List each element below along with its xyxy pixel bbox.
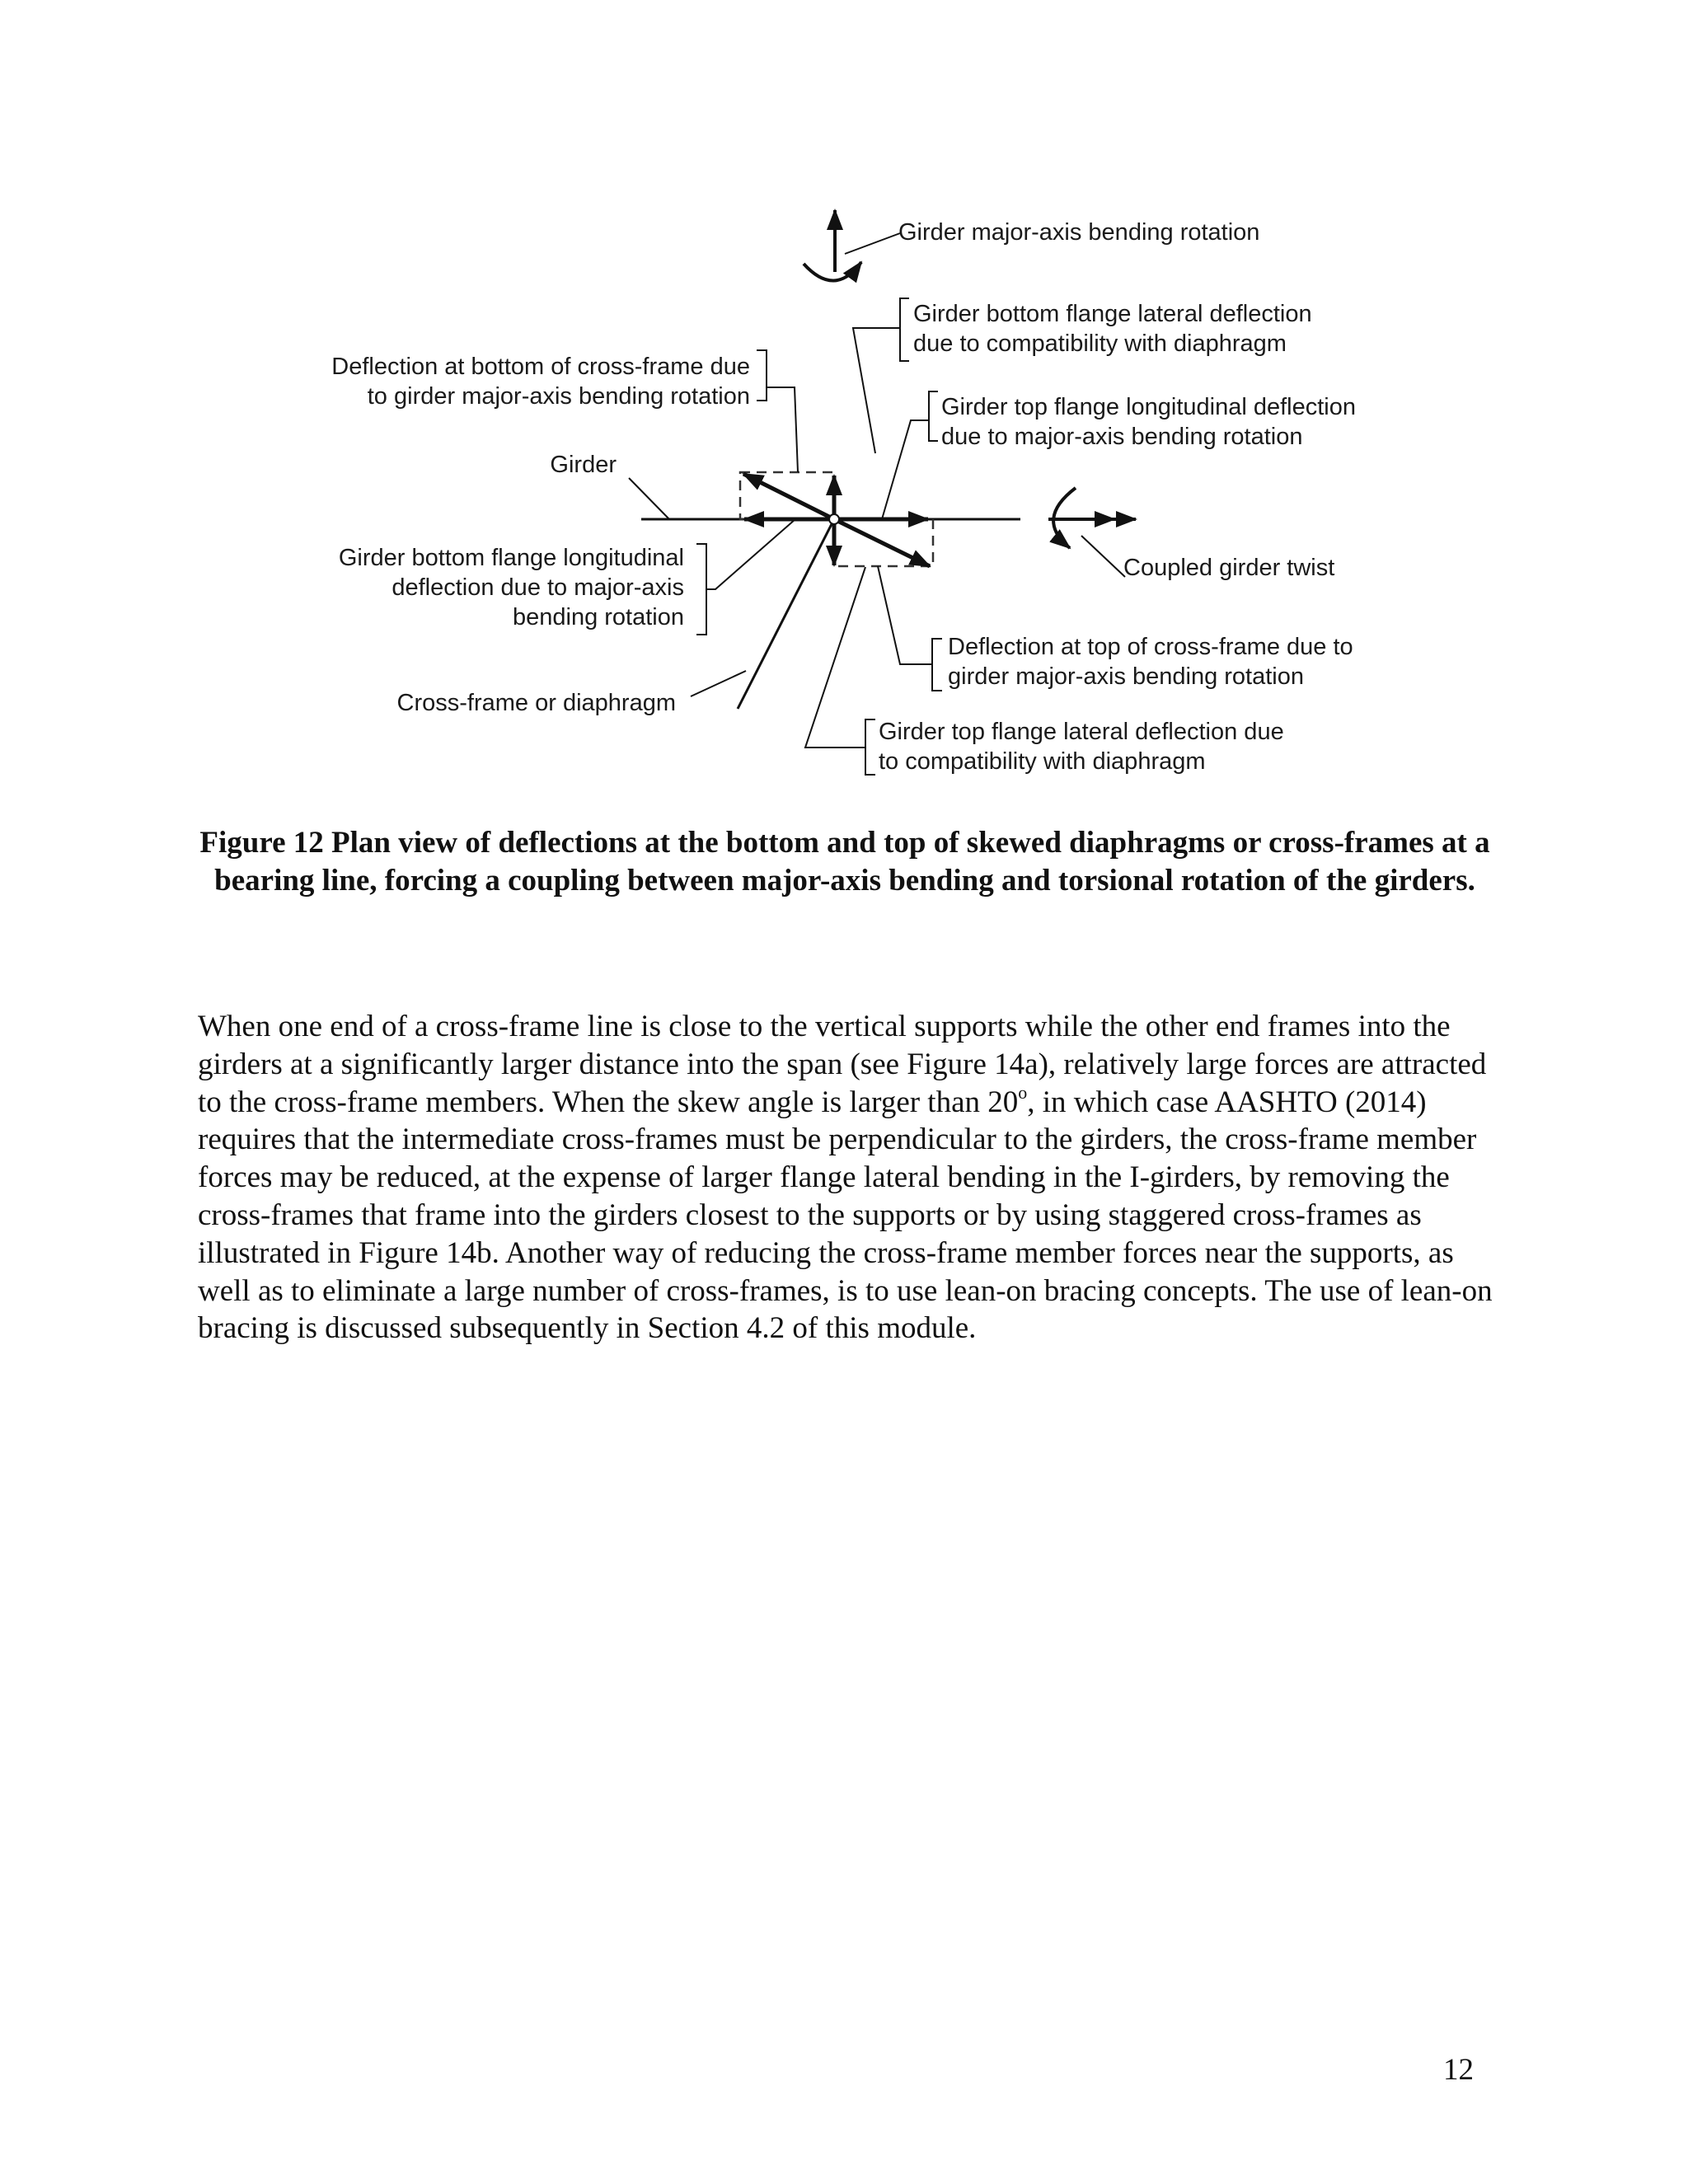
label-cross-frame: Cross-frame or diaphragm xyxy=(396,690,676,716)
label-bf-lateral-1: Girder bottom flange lateral deflection xyxy=(913,301,1312,327)
label-girder: Girder xyxy=(550,452,617,478)
label-defl-bottom-2: to girder major-axis bending rotation xyxy=(367,383,750,410)
figure-12-diagram xyxy=(0,0,1688,824)
figure-caption: Figure 12 Plan view of deflections at the bottom and top of skewed diaphragms or cross-frames at a bearing line, forcing a coupling between major-axis bending and torsional rotation of the girders. xyxy=(199,826,1490,898)
label-tf-lateral-2: to compatibility with diaphragm xyxy=(879,748,1206,775)
label-major-axis-rotation: Girder major-axis bending rotation xyxy=(898,219,1260,246)
label-defl-bottom-1: Deflection at bottom of cross-frame due xyxy=(331,354,750,380)
body-text-part-1: When one end of a cross-frame line is close to the vertical supports while the other end frames into the girders at a significantly larger distance into the span (see Figure 14a), relatively large forces are attracted to the cross-frame members. When the skew angle is larger than 20 xyxy=(198,1010,1487,1119)
label-bf-long-1: Girder bottom flange longitudinal xyxy=(338,545,684,571)
cross-frame-line xyxy=(738,519,834,709)
label-coupled-twist: Coupled girder twist xyxy=(1123,555,1335,581)
label-tf-lateral-1: Girder top flange lateral deflection due xyxy=(879,719,1284,745)
label-defl-top-1: Deflection at top of cross-frame due to xyxy=(948,634,1353,660)
label-defl-top-2: girder major-axis bending rotation xyxy=(948,663,1304,690)
body-text-part-2: , in which case AASHTO (2014) requires that the intermediate cross-frames must be perpendicular to the girders, the cross-frame member forces may be reduced, at the expense of larger flange lateral bending in the I-girders, by removing the cross-frames that frame into the girders closest to the supports or by using staggered cross-frames as illustrated in Figure 14b. Another way of reducing the cross-frame member forces near the supports, as well as to eliminate a large number of cross-frames, is to use lean-on bracing concepts. The use of lean-on bracing is discussed subsequently in Section 4.2 of this module. xyxy=(198,1085,1493,1346)
body-paragraph xyxy=(198,1008,1500,1347)
label-tf-long-2: due to major-axis bending rotation xyxy=(941,424,1303,450)
label-bf-long-3: bending rotation xyxy=(513,604,684,630)
major-axis-rotation-symbol xyxy=(804,210,861,281)
label-bf-long-2: deflection due to major-axis xyxy=(392,574,684,601)
page-number: 12 xyxy=(1443,2053,1474,2087)
label-bf-lateral-2: due to compatibility with diaphragm xyxy=(913,330,1287,357)
degree-superscript: o xyxy=(1018,1082,1028,1104)
coupled-twist-symbol xyxy=(1048,488,1136,548)
label-tf-long-1: Girder top flange longitudinal deflection xyxy=(941,394,1356,420)
